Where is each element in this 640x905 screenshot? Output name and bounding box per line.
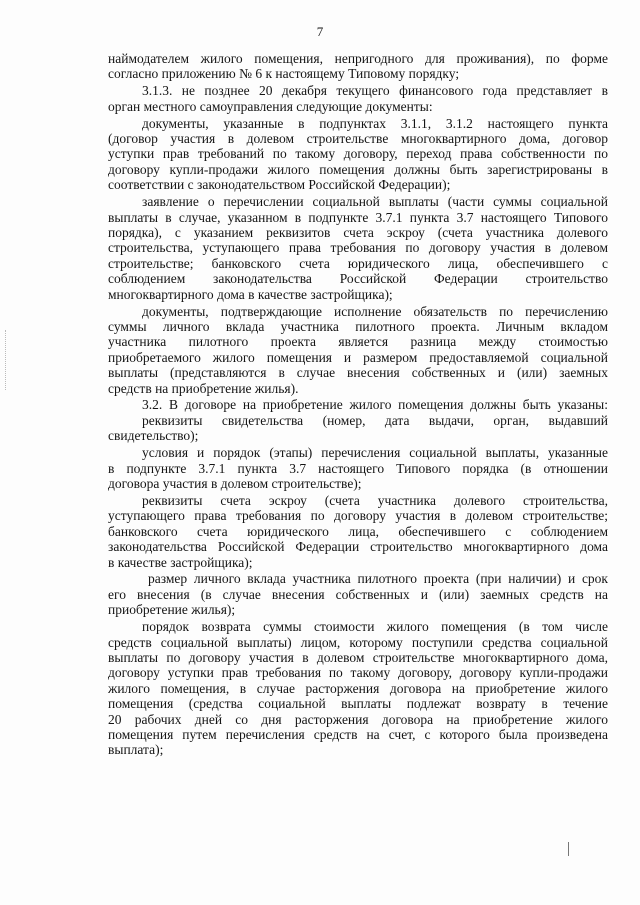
scan-artifact-dots <box>5 330 7 390</box>
text-line: его внесения (в случае внесения собственных и (или) заемных средств на <box>108 586 608 602</box>
text-line: уступки прав требований по такому договору, переход права собственности по <box>108 146 608 162</box>
text-line: реквизиты счета эскроу (счета участника долевого строительства, <box>142 492 608 508</box>
text-line: 20 рабочих дней со дня расторжения договора на приобретение жилого <box>108 711 608 727</box>
text-line: наймодателем жилого помещения, непригодного для проживания), по форме <box>108 51 608 66</box>
text-line: 3.1.3. не позднее 20 декабря текущего финансового года представляет в <box>142 83 608 99</box>
text-line: средств социальной выплаты) лицом, которому поступили средства социальной <box>108 634 608 650</box>
text-line: выплаты (представляются в случае внесения собственных и (или) заемных <box>108 365 608 381</box>
text-line: порядка), с указанием реквизитов счета эскроу (счета участника долевого <box>108 224 608 240</box>
page-number: 7 <box>316 24 324 39</box>
text-line: соблюдением законодательства Российской Федерации строительство <box>108 271 608 287</box>
text-line: многоквартирного дома в качестве застройщика); <box>108 286 393 302</box>
text-line: согласно приложению № 6 к настоящему Типовому порядку; <box>108 66 460 82</box>
document-body <box>108 51 608 758</box>
text-line: помещения путем перечисления средств на счет, с которого была произведена <box>108 726 608 742</box>
text-line: договора участия в долевом строительстве); <box>108 475 362 491</box>
text-line: приобретаемого жилого помещения и размером предоставляемой социальной <box>108 349 608 365</box>
text-line: помещения (средства социальной выплаты подлежат возврату в течение <box>108 696 608 712</box>
text-line: участника пилотного проекта является разница между стоимостью <box>108 334 608 350</box>
text-line: выплаты в случае, указанном в подпункте 3.7.1 пункта 3.7 настоящего Типового <box>108 209 608 225</box>
text-line: размер личного вклада участника пилотного проекта (при наличии) и срок <box>148 571 608 587</box>
text-line: выплата); <box>108 742 164 758</box>
text-line: договору купли-продажи жилого помещения должны быть зарегистрированы в <box>108 161 608 177</box>
text-line: свидетельство); <box>108 428 199 444</box>
text-line: (договор участия в долевом строительстве многоквартирного дома, договор <box>108 131 608 147</box>
text-line: законодательства Российской Федерации строительство многоквартирного дома <box>108 539 608 555</box>
text-line: соответствии с законодательством Российской Федерации); <box>108 177 451 193</box>
text-line: договору уступки прав требования по такому договору, договору купли-продажи <box>108 665 608 681</box>
text-line: строительства, уступающего права требования по договору участия в долевом <box>108 240 608 256</box>
text-line: суммы личного вклада участника пилотного проекта. Личным вкладом <box>108 318 608 334</box>
text-line: орган местного самоуправления следующие документы: <box>108 98 433 114</box>
text-line: выплаты по договору участия в долевом строительстве многоквартирного дома, <box>108 649 608 665</box>
text-line: 3.2. В договоре на приобретение жилого помещения должны быть указаны: <box>142 397 608 413</box>
text-line: документы, подтверждающие исполнение обязательств по перечислению <box>142 303 608 319</box>
text-line: порядок возврата суммы стоимости жилого помещения (в том числе <box>142 619 608 635</box>
scan-artifact-mark <box>568 842 569 856</box>
text-line: условия и порядок (этапы) перечисления социальной выплаты, указанные <box>142 445 608 461</box>
text-line: приобретение жилья); <box>108 602 236 618</box>
text-line: средств на приобретение жилья). <box>108 380 299 396</box>
text-line: уступающего права требования по договору участия в долевом строительстве; <box>108 508 608 524</box>
text-line: жилого помещения, в случае расторжения договора на приобретение жилого <box>108 680 608 696</box>
text-line: банковского счета юридического лица, обеспечившего с соблюдением <box>108 523 608 539</box>
text-line: строительстве; банковского счета юридического лица, обеспечившего с <box>108 255 608 271</box>
text-line: в подпункте 3.7.1 пункта 3.7 настоящего Типового порядка (в отношении <box>108 460 608 476</box>
text-line: в качестве застройщика); <box>108 554 253 570</box>
text-line: документы, указанные в подпунктах 3.1.1, 3.1.2 настоящего пункта <box>142 115 608 131</box>
text-line: заявление о перечислении социальной выплаты (части суммы социальной <box>142 194 608 210</box>
text-line: реквизиты свидетельства (номер, дата выдачи, орган, выдавший <box>142 412 608 428</box>
